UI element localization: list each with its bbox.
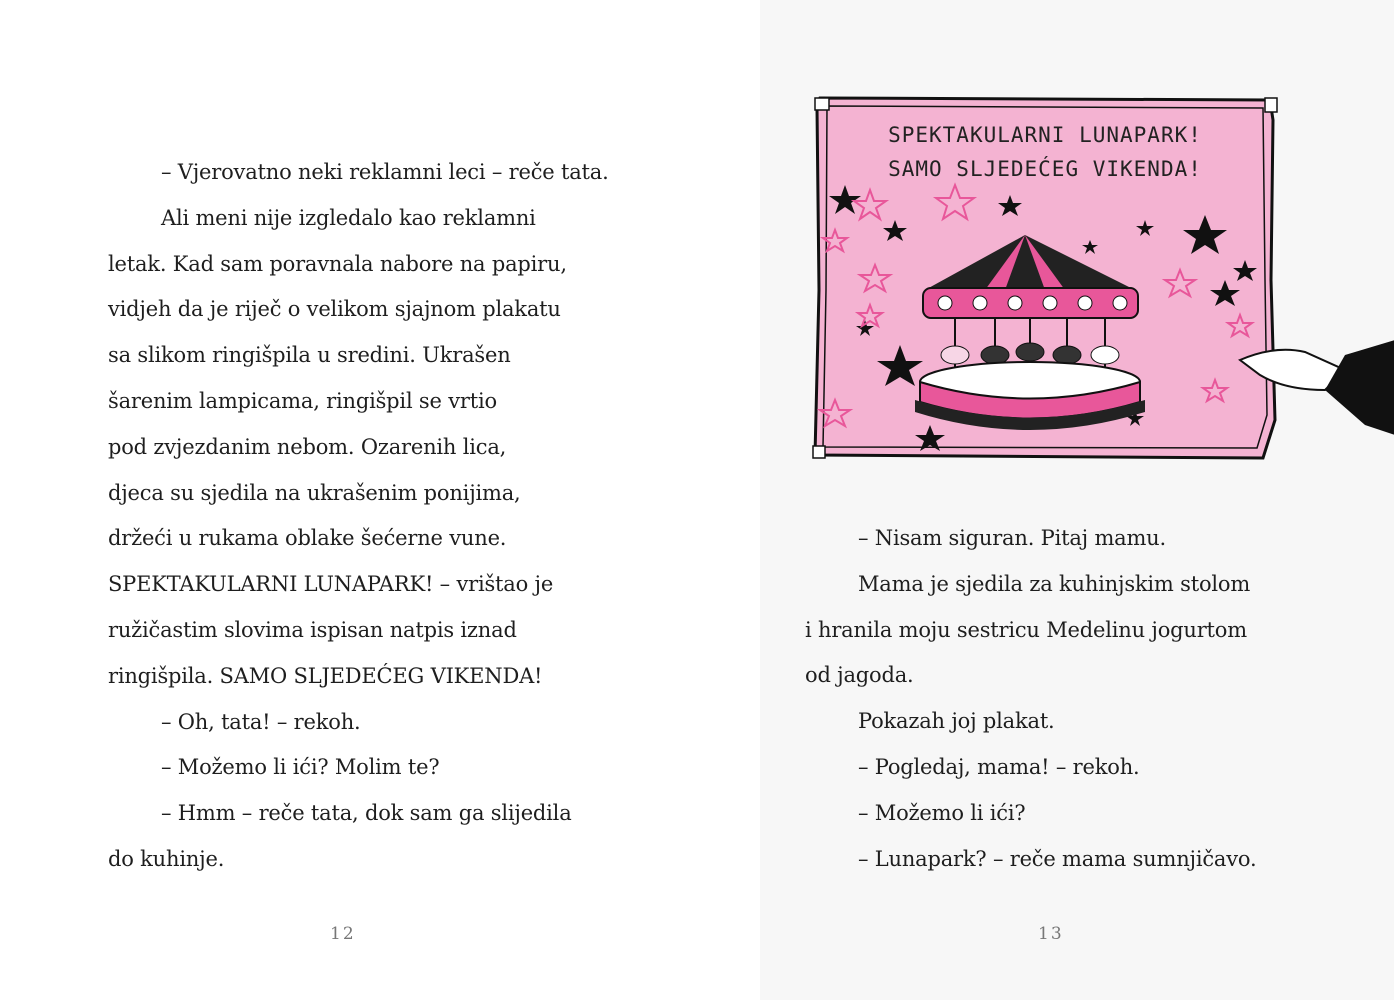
text-line: – Hmm – reče tata, dok sam ga slijedila xyxy=(161,801,572,826)
text-line: držeći u rukama oblake šećerne vune. xyxy=(108,526,507,551)
text-line: šarenim lampicama, ringišpil se vrtio xyxy=(108,388,497,413)
poster-title-line1: SPEKTAKULARNI LUNAPARK! xyxy=(888,123,1202,147)
text-line: od jagoda. xyxy=(805,663,914,688)
text-line: pod zvjezdanim nebom. Ozarenih lica, xyxy=(108,434,507,459)
text-line: Pokazah joj plakat. xyxy=(858,709,1055,734)
text-line: – Možemo li ići? Molim te? xyxy=(161,755,440,780)
text-line: letak. Kad sam poravnala nabore na papiru, xyxy=(108,251,567,276)
text-line: djeca su sjedila na ukrašenim ponijima, xyxy=(108,480,521,505)
text-line: – Vjerovatno neki reklamni leci – reče tata. xyxy=(161,160,609,184)
text-line: ringišpila. SAMO SLJEDEĆEG VIKENDA! xyxy=(108,663,543,688)
text-line: vidjeh da je riječ o velikom sjajnom plakatu xyxy=(108,297,561,322)
text-line: – Nisam siguran. Pitaj mamu. xyxy=(858,526,1166,550)
text-line: – Oh, tata! – rekoh. xyxy=(161,709,361,734)
text-line: sa slikom ringišpila u sredini. Ukrašen xyxy=(108,343,511,368)
text-line: Mama je sjedila za kuhinjskim stolom xyxy=(858,571,1251,596)
left-page-text xyxy=(108,150,608,883)
page-number: 12 xyxy=(330,924,356,944)
page-number: 13 xyxy=(1038,924,1064,944)
text-line: Ali meni nije izgledalo kao reklamni xyxy=(161,205,536,230)
poster-svg xyxy=(805,90,1394,470)
text-line: do kuhinje. xyxy=(108,846,225,871)
poster-title-line2: SAMO SLJEDEĆEG VIKENDA! xyxy=(888,157,1202,181)
poster-illustration xyxy=(805,90,1394,470)
right-page-text xyxy=(805,516,1285,882)
text-line: – Lunapark? – reče mama sumnjičavo. xyxy=(858,846,1257,871)
text-line: – Pogledaj, mama! – rekoh. xyxy=(858,754,1140,779)
text-line: ružičastim slovima ispisan natpis iznad xyxy=(108,617,517,642)
right-page xyxy=(760,0,1394,1000)
text-line: – Možemo li ići? xyxy=(858,800,1026,825)
text-line: i hranila moju sestricu Medelinu jogurtom xyxy=(805,617,1247,642)
text-line: SPEKTAKULARNI LUNAPARK! – vrištao je xyxy=(108,572,554,597)
